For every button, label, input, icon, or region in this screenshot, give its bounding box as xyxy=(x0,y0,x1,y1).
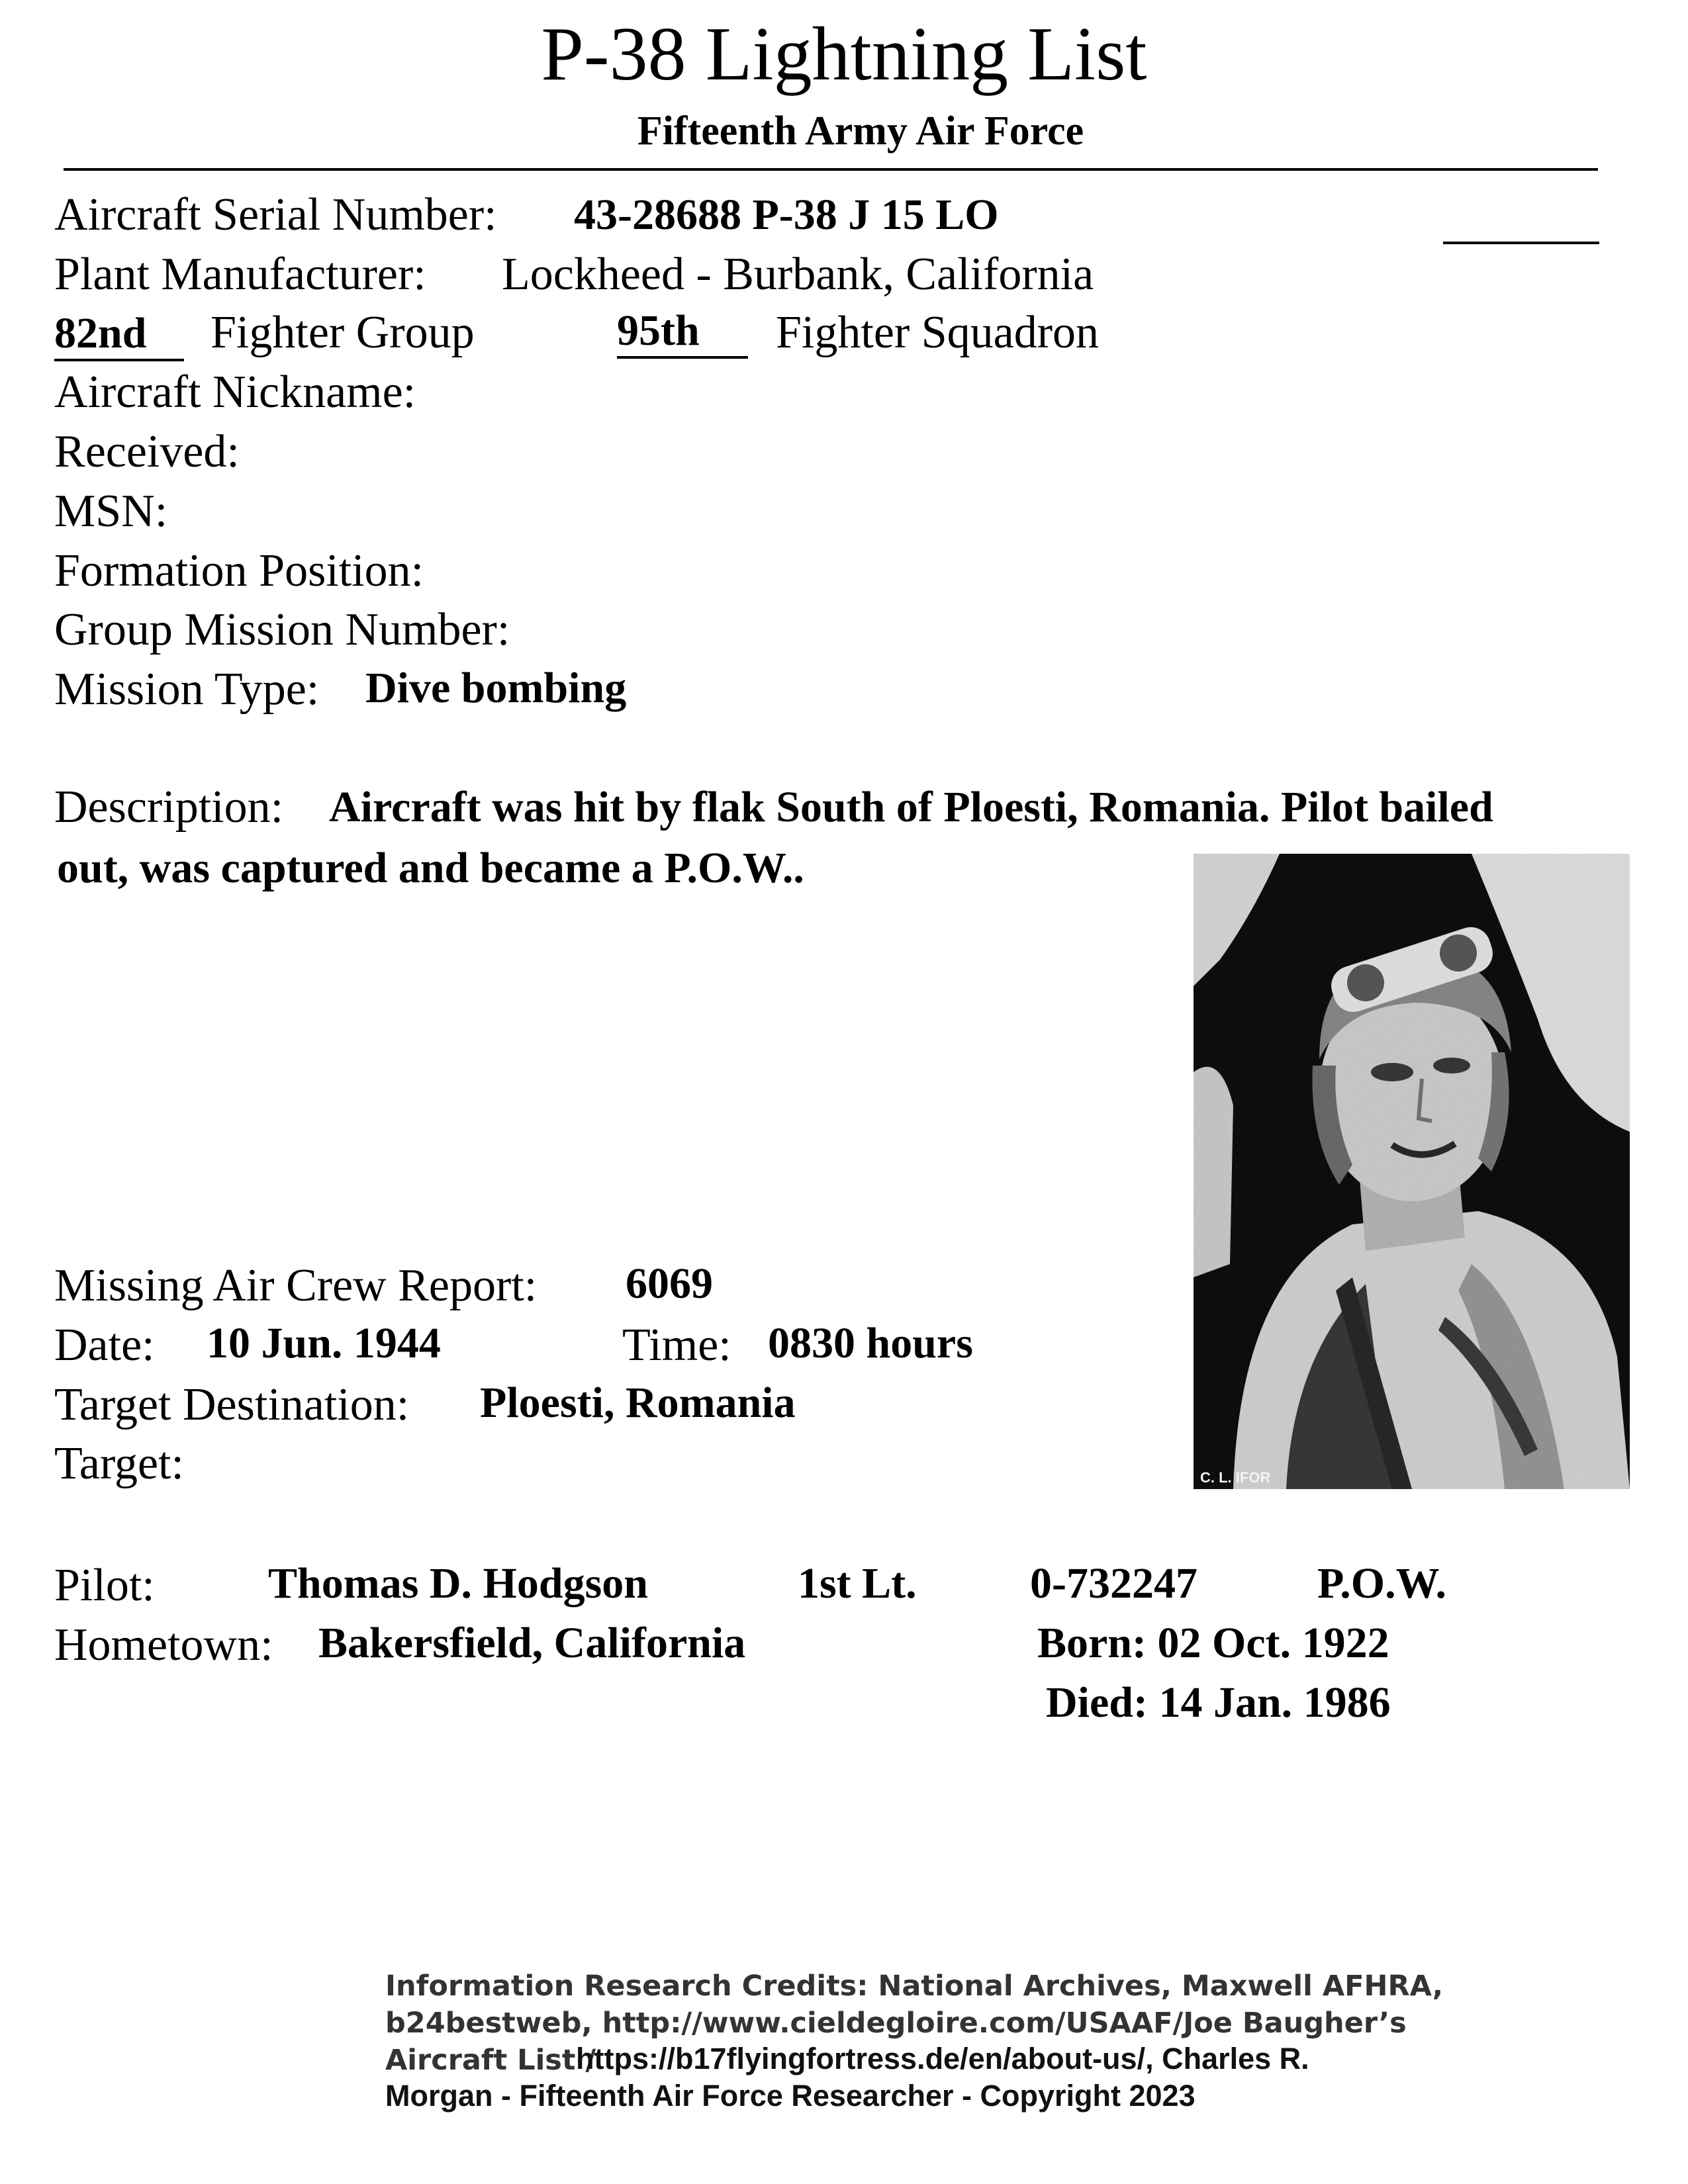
description-label: Description: xyxy=(54,782,284,833)
target-destination-label: Target Destination: xyxy=(54,1379,410,1430)
time-value: 0830 hours xyxy=(768,1319,973,1367)
serial-value: 43-28688 P-38 J 15 LO xyxy=(574,191,999,239)
date-value: 10 Jun. 1944 xyxy=(207,1319,441,1367)
macr-label: Missing Air Crew Report: xyxy=(54,1260,538,1311)
target-destination-value: Ploesti, Romania xyxy=(480,1379,796,1427)
pilot-photo xyxy=(1194,854,1630,1489)
hometown-label: Hometown: xyxy=(54,1619,273,1670)
formation-label: Formation Position: xyxy=(54,545,424,596)
page-title: P-38 Lightning List xyxy=(541,12,1147,97)
plant-label: Plant Manufacturer: xyxy=(54,249,426,300)
received-label: Received: xyxy=(54,426,240,477)
plant-value: Lockheed - Burbank, California xyxy=(502,249,1094,300)
credits-line-3b: https://b17flyingfortress.de/en/about-us/, Charles R. xyxy=(576,2042,1309,2075)
pilot-name: Thomas D. Hodgson xyxy=(268,1559,648,1608)
pilot-label: Pilot: xyxy=(54,1560,155,1611)
serial-blank-line xyxy=(1443,242,1599,244)
date-label: Date: xyxy=(54,1320,155,1371)
credits-line-3a: Aircraft List / xyxy=(385,2044,596,2077)
credits-line-1: Information Research Credits: National Archives, Maxwell AFHRA, xyxy=(385,1970,1444,2003)
msn-label: MSN: xyxy=(54,486,168,537)
squadron-label: Fighter Squadron xyxy=(776,307,1100,358)
group-mission-label: Group Mission Number: xyxy=(54,604,510,655)
nickname-label: Aircraft Nickname: xyxy=(54,367,416,418)
born-date: Born: 02 Oct. 1922 xyxy=(1037,1619,1389,1667)
pilot-status: P.O.W. xyxy=(1317,1559,1447,1608)
description-line-1: Aircraft was hit by flak South of Ploesti, Romania. Pilot bailed xyxy=(329,783,1493,831)
mission-type-value: Dive bombing xyxy=(365,664,627,712)
died-date: Died: 14 Jan. 1986 xyxy=(1046,1678,1391,1727)
credits-line-2: b24bestweb, http://www.cieldegloire.com/USAAF/Joe Baugher’s xyxy=(385,2007,1407,2040)
pilot-portrait-image xyxy=(1194,854,1630,1489)
group-value: 82nd xyxy=(54,308,184,361)
target-label: Target: xyxy=(54,1438,184,1489)
pilot-serial: 0-732247 xyxy=(1030,1559,1197,1608)
credits-line-4: Morgan - Fifteenth Air Force Researcher - Copyright 2023 xyxy=(385,2079,1196,2113)
pilot-rank: 1st Lt. xyxy=(798,1559,917,1608)
page-subtitle: Fifteenth Army Air Force xyxy=(637,109,1084,154)
photo-caption: C. L. IFOR xyxy=(1200,1469,1271,1486)
description-line-2: out, was captured and became a P.O.W.. xyxy=(57,844,804,892)
squadron-value: 95th xyxy=(617,306,748,359)
group-label: Fighter Group xyxy=(211,307,475,358)
header-divider xyxy=(64,168,1598,171)
macr-value: 6069 xyxy=(626,1259,713,1308)
mission-type-label: Mission Type: xyxy=(54,664,320,715)
hometown-value: Bakersfield, California xyxy=(318,1619,746,1667)
time-label: Time: xyxy=(622,1320,731,1371)
serial-label: Aircraft Serial Number: xyxy=(54,189,497,240)
